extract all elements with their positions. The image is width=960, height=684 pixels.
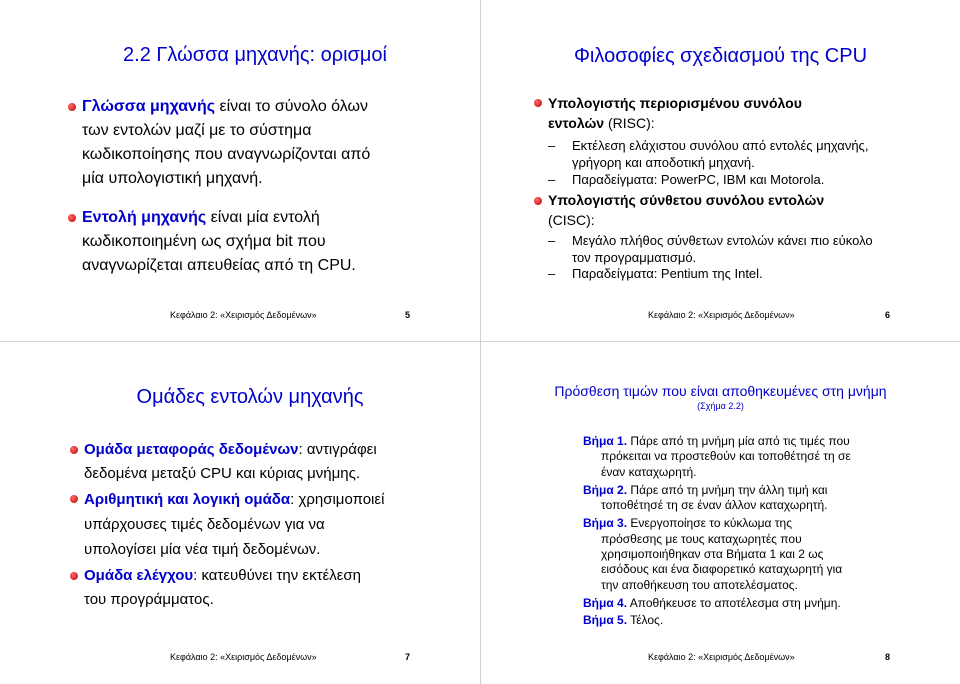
bullet-text-2: Αριθμητική και λογική ομάδα: χρησιμοποιεί υπάρχουσες τιμές δεδομένων για να υπολογίσει μία νέα τιμή δεδομένων. <box>84 491 385 558</box>
bullet-icon <box>534 99 542 107</box>
chapter-label: Κεφάλαιο 2: «Χειρισμός Δεδομένων» <box>648 652 795 662</box>
slide-title: Πρόσθεση τιμών που είναι αποθηκευμένες στη μνήμη <box>554 383 887 399</box>
bullet-text-2: Υπολογιστής σύνθετου συνόλου εντολών (CISC): <box>548 192 825 228</box>
bullet-icon <box>68 214 76 222</box>
slide-8 <box>481 342 960 684</box>
slide-6 <box>481 0 960 341</box>
sub-item: Παραδείγματα: PowerPC, IBM και Motorola. <box>572 172 825 187</box>
keyword: Εντολή μηχανής <box>82 209 207 226</box>
bullet-text-1: Υπολογιστής περιορισμένου συνόλου εντολών (RISC): <box>548 95 802 131</box>
bullet-text-2: Εντολή μηχανής είναι μία εντολή κωδικοποιημένη ως σχήμα bit που αναγνωρίζεται απευθείας από τη CPU. <box>82 209 356 274</box>
page-number: 5 <box>405 310 411 320</box>
steps-list <box>583 434 851 629</box>
step-1: Βήμα 1. Πάρε από τη μνήμη μία από τις τιμές που πρόκειται να προστεθούν και τοποθέτησέ τη σε έναν καταχωρητή. <box>583 434 851 479</box>
page-number: 6 <box>885 310 891 320</box>
sub-item: Μεγάλο πλήθος σύνθετων εντολών κάνει πιο εύκολο τον προγραμματισμό. <box>572 233 873 265</box>
slide-subtitle: (Σχήμα 2.2) <box>697 401 744 411</box>
sub-item: Παραδείγματα: Pentium της Intel. <box>572 266 763 281</box>
step-2: Βήμα 2. Πάρε από τη μνήμη την άλλη τιμή και τοποθέτησέ τη σε έναν άλλον καταχωρητή. <box>583 482 828 513</box>
slide-5 <box>0 0 480 341</box>
page-number: 7 <box>405 652 411 662</box>
slide-title: 2.2 Γλώσσα μηχανής: ορισμοί <box>123 44 387 66</box>
bullet-icon <box>70 446 78 454</box>
bullet-text-1: Γλώσσα μηχανής είναι το σύνολο όλων των εντολών μαζί με το σύστημα κωδικοποίησης που αναγνωρίζονται από μία υπολογιστική μηχανή. <box>82 98 371 187</box>
bullet-icon <box>70 572 78 580</box>
chapter-label: Κεφάλαιο 2: «Χειρισμός Δεδομένων» <box>170 652 317 662</box>
dash-icon: – <box>548 138 556 153</box>
slide-7 <box>0 342 480 684</box>
dash-icon: – <box>548 266 556 281</box>
bullet-icon <box>68 103 76 111</box>
chapter-label: Κεφάλαιο 2: «Χειρισμός Δεδομένων» <box>648 310 795 320</box>
sub-item: Εκτέλεση ελάχιστου συνόλου από εντολές μηχανής, γρήγορη και αποδοτική μηχανή. <box>572 138 869 170</box>
bullet-text-3: Ομάδα ελέγχου: κατευθύνει την εκτέλεση του προγράμματος. <box>84 567 362 608</box>
chapter-label: Κεφάλαιο 2: «Χειρισμός Δεδομένων» <box>170 310 317 320</box>
slide-title: Ομάδες εντολών μηχανής <box>136 386 364 408</box>
slide-title: Φιλοσοφίες σχεδιασμού της CPU <box>573 45 868 67</box>
dash-icon: – <box>548 233 556 248</box>
bullet-icon <box>70 495 78 503</box>
dash-icon: – <box>548 172 556 187</box>
bullet-icon <box>534 197 542 205</box>
keyword: Γλώσσα μηχανής <box>82 98 216 115</box>
bullet-text-1: Ομάδα μεταφοράς δεδομένων: αντιγράφει δεδομένα μεταξύ CPU και κύριας μνήμης. <box>84 441 377 482</box>
step-5: Βήμα 5. Τέλος. <box>583 613 664 628</box>
page-number: 8 <box>885 652 891 662</box>
step-4: Βήμα 4. Αποθήκευσε το αποτέλεσμα στη μνήμη. <box>583 595 841 610</box>
step-3: Βήμα 3. Ενεργοποίησε το κύκλωμα της πρόσθεσης με τους καταχωρητές που χρησιμοποιήθηκαν στα Βήματα 1 και 2 ως εισόδους και ένα διαφορετικό καταχωρητή για την αποθήκευση του αποτελέσματος. <box>583 516 843 592</box>
